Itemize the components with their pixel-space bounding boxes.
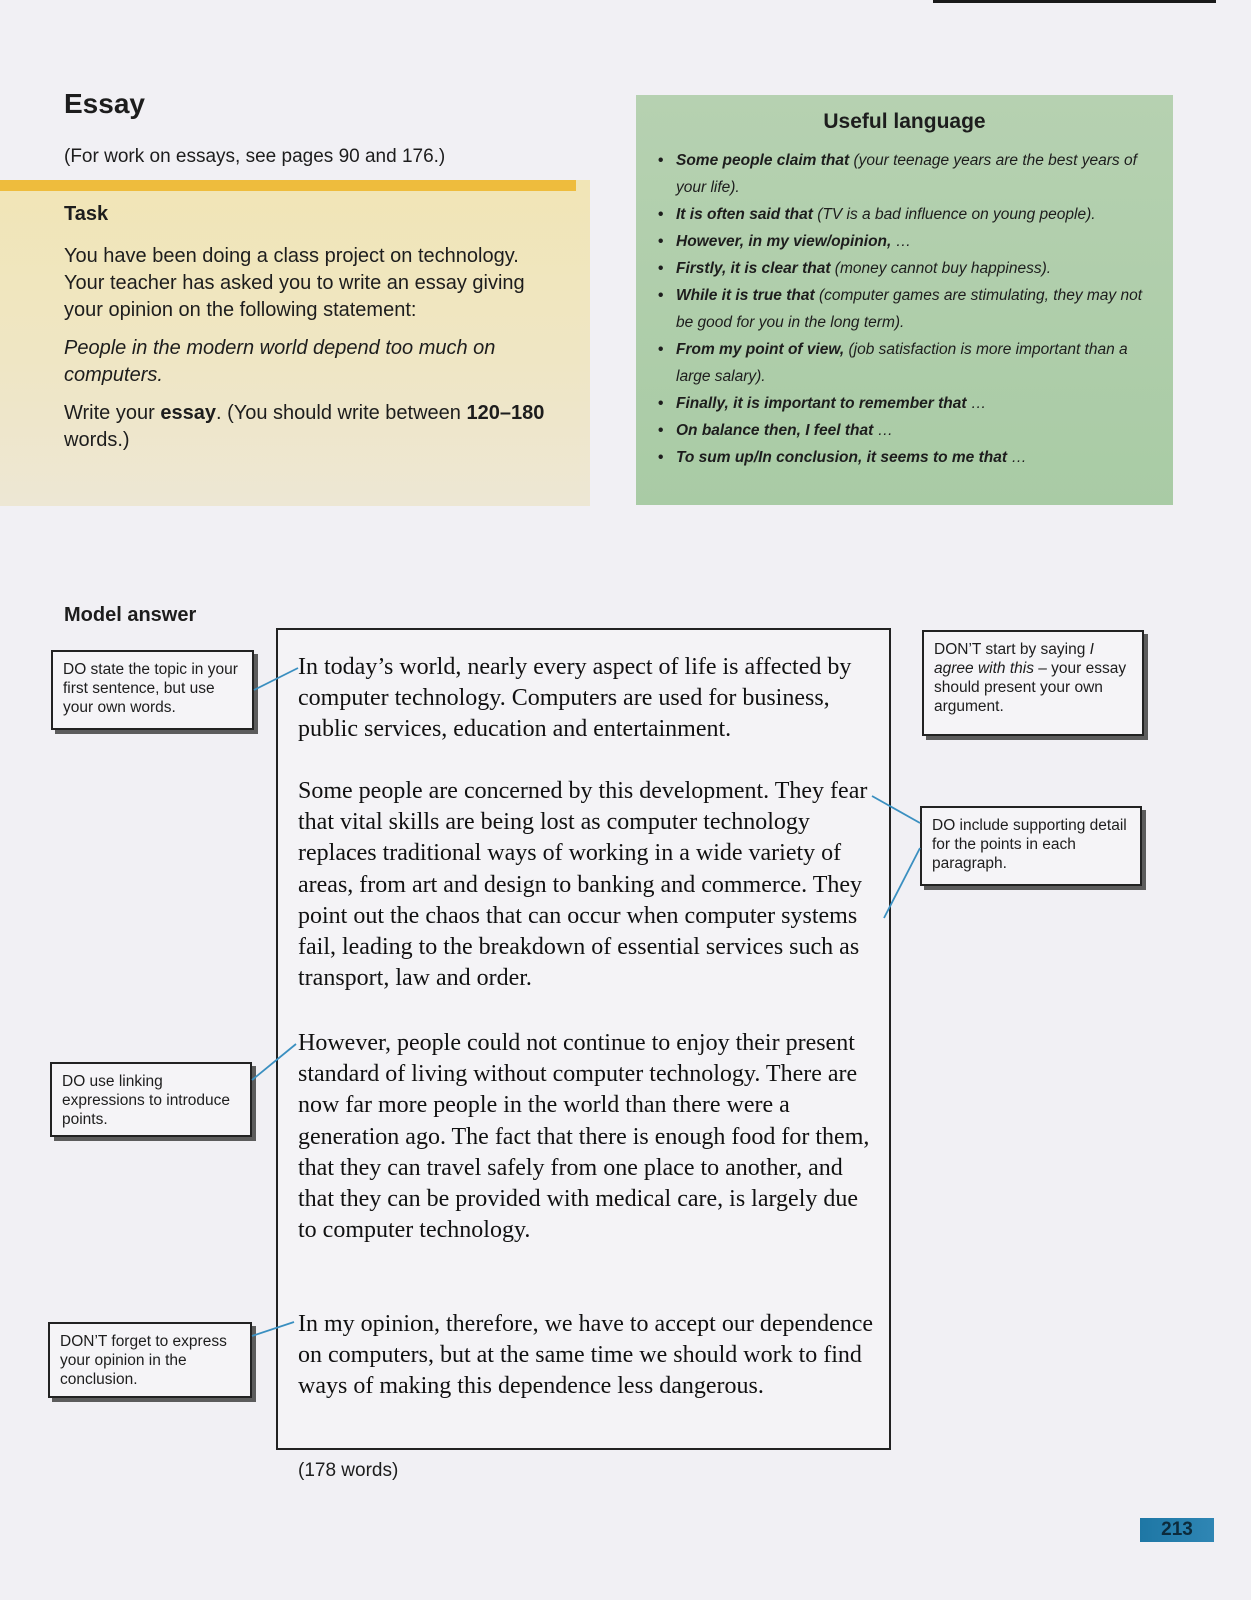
note-topic: DO state the topic in your first sentence, but use your own words. [51,650,254,730]
task-title: Task [64,203,109,225]
page-number: 213 [1140,1518,1214,1542]
page-title: Essay [64,88,145,119]
essay-paragraph-3: However, people could not continue to enjoy their present standard of living without computer technology. There are now far more people in the world than there were a generation ago. The fact that there is enough food for them, that they can travel safely from one place to another, and that they can be provided with medical care, is largely due to computer technology. [298,1030,870,1244]
connector-supporting-lower [884,848,920,918]
connector-linking [252,1044,296,1080]
connector-opinion [252,1322,294,1336]
essay-paragraph-2: Some people are concerned by this development. They fear that vital skills are being lost as computer technology replaces traditional ways of working in a wide variety of areas, from art and design to banking and commerce. They point out the chaos that can occur when computer systems fail, leading to the breakdown of essential services such as transport, law and order. [298,778,868,992]
connector-topic [254,668,298,690]
useful-language-item: • However, in my view/opinion, … [656,228,1156,255]
page-subline: (For work on essays, see pages 90 and 176.) [64,146,446,167]
useful-language-title: Useful language [823,110,986,133]
useful-language-item: • From my point of view, (job satisfaction is more important than a large salary). [656,336,1156,390]
useful-language-item: • On balance then, I feel that … [656,417,1156,444]
useful-language-item: • Finally, it is important to remember that … [656,390,1156,417]
useful-language-item: • To sum up/In conclusion, it seems to me that … [656,444,1156,471]
useful-language-item: • Some people claim that (your teenage years are the best years of your life). [656,147,1156,201]
note-dont-start: DON’T start by saying I agree with this – your essay should present your own argument. [922,630,1144,736]
useful-language-item: • Firstly, it is clear that (money cannot buy happiness). [656,255,1156,282]
useful-language-item: • It is often said that (TV is a bad influence on young people). [656,201,1156,228]
word-count: (178 words) [298,1460,399,1481]
task-instruction: Write your essay. (You should write between 120–180 words.) [64,402,545,451]
task-intro: You have been doing a class project on technology. Your teacher has asked you to write an essay giving your opinion on the following statement: [64,245,525,321]
note-supporting-detail: DO include supporting detail for the points in each paragraph. [920,806,1142,886]
task-statement: People in the modern world depend too much on computers. [64,337,496,386]
essay-paragraph-4: In my opinion, therefore, we have to accept our dependence on computers, but at the same time we should work to find ways of making this dependence less dangerous. [298,1311,874,1400]
note-opinion: DON’T forget to express your opinion in the conclusion. [48,1322,252,1398]
essay-paragraph-1: In today’s world, nearly every aspect of life is affected by computer technology. Computers are used for business, public services, education and entertainment. [298,654,852,743]
note-linking: DO use linking expressions to introduce points. [50,1062,252,1137]
connector-supporting-upper [872,796,920,823]
useful-language-item: • While it is true that (computer games are stimulating, they may not be good for you in the long term). [656,282,1156,336]
model-answer-title: Model answer [64,604,197,626]
